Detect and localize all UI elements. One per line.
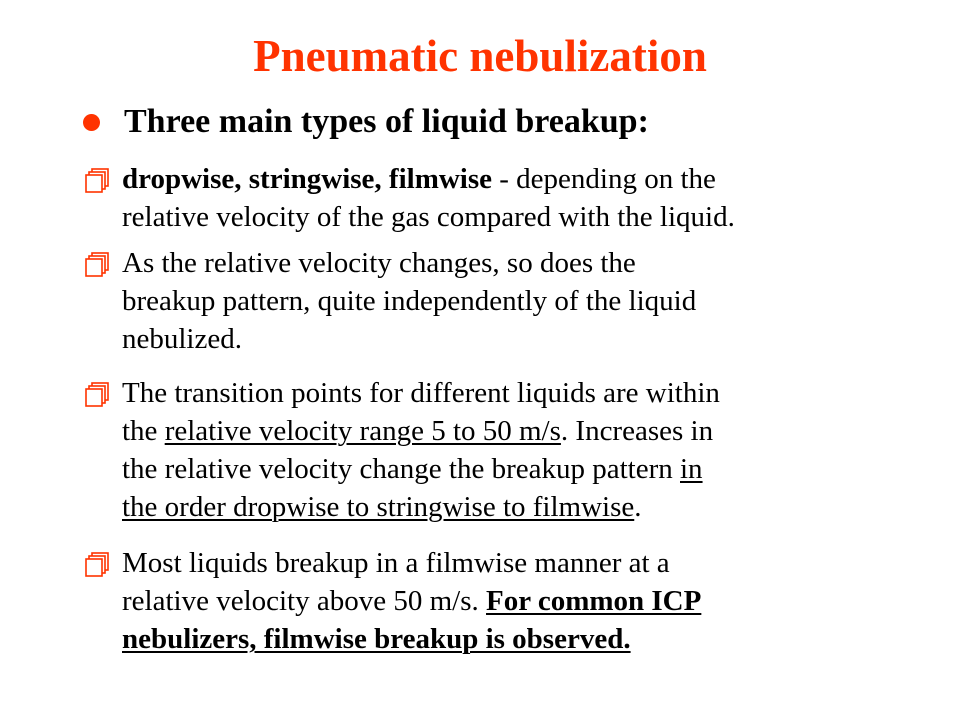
- bullet-dot-icon: [83, 114, 100, 131]
- text-line: [122, 544, 912, 582]
- text-line: [122, 160, 912, 198]
- text-run: relative velocity above 50 m/s.: [122, 585, 487, 617]
- text-run: the: [122, 415, 165, 447]
- text-line: [122, 450, 912, 488]
- text-run-underlined: relative velocity range 5 to 50 m/s: [164, 415, 561, 447]
- text-line: [122, 320, 912, 358]
- document-stack-icon: [85, 252, 111, 278]
- document-stack-icon: [85, 382, 111, 408]
- text-line: [122, 620, 912, 658]
- text-line: [122, 412, 912, 450]
- text-run-bold-underlined: For common ICP: [486, 585, 702, 617]
- slide-title: Pneumatic nebulization: [253, 31, 707, 81]
- text-run-bold: dropwise, stringwise, filmwise: [122, 163, 493, 195]
- text-run: . Increases in: [560, 415, 714, 447]
- text-line: [122, 488, 912, 526]
- text-line: [122, 374, 912, 412]
- text-run: Most liquids breakup in a filmwise manner at a: [122, 547, 670, 579]
- text-line: [122, 282, 912, 320]
- text-run-underlined: in: [680, 453, 703, 485]
- text-line: [122, 582, 912, 620]
- text-run: relative velocity of the gas compared with the liquid.: [122, 201, 735, 233]
- text-line: [122, 198, 912, 236]
- text-run-underlined: the order dropwise to stringwise to filmwise: [122, 491, 635, 523]
- text-run: As the relative velocity changes, so does the: [122, 247, 636, 279]
- text-run: the relative velocity change the breakup pattern: [122, 453, 680, 485]
- text-run: - depending on the: [492, 163, 716, 195]
- text-line: [122, 244, 912, 282]
- text-run: The transition points for different liquids are within: [122, 377, 720, 409]
- document-stack-icon: [85, 552, 111, 578]
- text-run-bold-underlined: nebulizers, filmwise breakup is observed.: [122, 623, 631, 655]
- text-run: nebulized.: [122, 323, 242, 355]
- text-run: .: [634, 491, 642, 523]
- text-run: breakup pattern, quite independently of the liquid: [122, 285, 697, 317]
- main-bullet-text: Three main types of liquid breakup:: [124, 103, 649, 140]
- document-stack-icon: [85, 168, 111, 194]
